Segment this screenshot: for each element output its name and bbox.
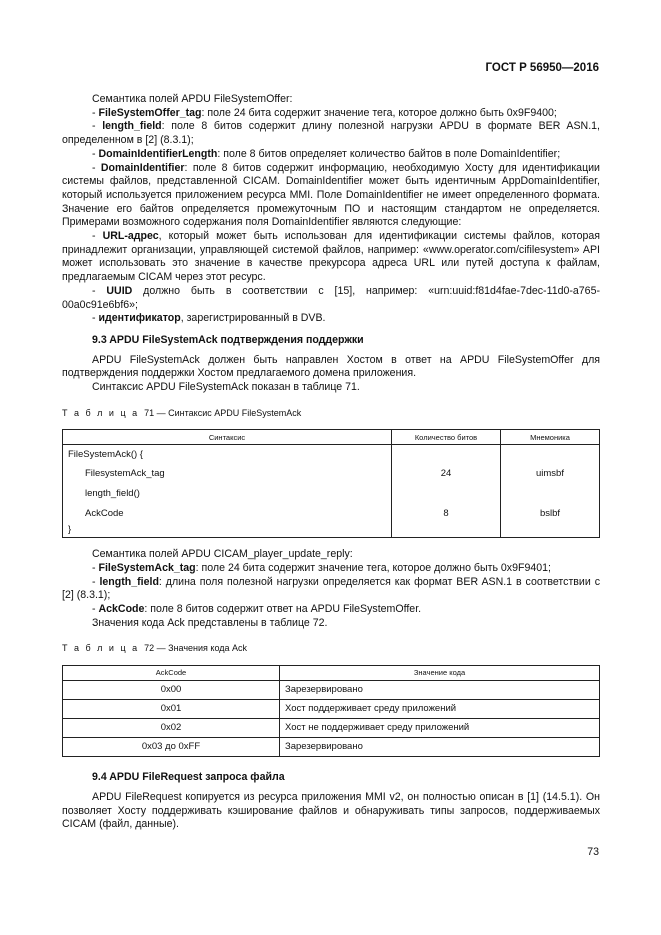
table-row xyxy=(63,445,600,464)
table-72-caption: Т а б л и ц а 72 — Значения кода Ack xyxy=(62,643,248,654)
column-header: Мнемоника xyxy=(501,430,600,445)
table-cell: 0x03 до 0xFF xyxy=(63,738,280,757)
semantics-item: - FileSystemAck_tag: поле 24 бита содержит значение тега, которое должно быть 0x9F9401; xyxy=(92,561,551,574)
table-row xyxy=(63,719,600,738)
table-cell: 0x01 xyxy=(63,700,280,719)
table-72 xyxy=(62,665,600,757)
field-name: FileSystemAck_tag xyxy=(98,561,196,574)
field-name: length_field xyxy=(102,120,162,133)
table-71 xyxy=(62,429,600,538)
paragraph: Синтаксис APDU FileSystemAck показан в таблице 71. xyxy=(92,381,360,394)
table-cell: Хост не поддерживает среду приложений xyxy=(280,719,600,738)
table-row xyxy=(63,483,600,503)
page-body xyxy=(62,93,600,832)
column-header: AckCode xyxy=(63,666,280,681)
table-cell: FilesystemAck_tag xyxy=(63,463,392,483)
semantics-item: - DomainIdentifierLength: поле 8 битов определяет количество байтов в поле DomainIdentifier; xyxy=(92,147,561,160)
field-name: FileSystemOffer_tag xyxy=(98,106,202,119)
table-cell: 24 xyxy=(392,463,501,483)
field-name: URL-адрес xyxy=(102,230,159,243)
field-description: : поле 8 битов содержит ответ на APDU FileSystemOffer. xyxy=(144,602,422,615)
semantics-item: - UUID должно быть в соответствии с [15], например: «urn:uuid:f81d4fae-7dec-11d0-a765-00a0c91e6bf6»; xyxy=(62,284,600,311)
paragraph: Значения кода Ack представлены в таблице 72. xyxy=(92,616,328,629)
field-name: length_field xyxy=(99,575,159,588)
table-cell: bslbf xyxy=(501,503,600,523)
table-row xyxy=(63,503,600,523)
table-row xyxy=(63,738,600,757)
semantics-intro: Семантика полей APDU FileSystemOffer: xyxy=(92,93,293,105)
field-description: : поле 24 бита содержит значение тега, которое должно быть 0x9F9400; xyxy=(201,106,557,119)
table-row xyxy=(63,700,600,719)
semantics-item: - URL-адрес, который может быть использован для идентификации системы файлов, которая принадлежит организации, управляющей системой файлов, например: «www.operator.com/cifilesystem» API может использовать это значение в качестве прекурсора адреса URL или путей доступа к файлам, предлагаемым CICAM через этот ресурс. xyxy=(62,230,600,284)
section-heading-9-3: 9.3 APDU FileSystemAck подтверждения поддержки xyxy=(92,333,364,346)
field-name: DomainIdentifierLength xyxy=(98,147,218,160)
column-header: Значение кода xyxy=(280,666,600,681)
table-cell: 0x00 xyxy=(63,681,280,700)
table-cell: Зарезервировано xyxy=(280,738,600,757)
table-cell: Хост поддерживает среду приложений xyxy=(280,700,600,719)
field-description: : поле 24 бита содержит значение тега, которое должно быть 0x9F9401; xyxy=(195,561,551,574)
table-cell xyxy=(501,445,600,464)
table-cell: uimsbf xyxy=(501,463,600,483)
semantics-item: - AckCode: поле 8 битов содержит ответ на APDU FileSystemOffer. xyxy=(92,602,422,615)
semantics-intro: Семантика полей APDU CICAM_player_update_reply: xyxy=(92,548,353,561)
page-number: 73 xyxy=(587,846,599,858)
column-header: Количество битов xyxy=(392,430,501,445)
table-row xyxy=(63,523,600,537)
field-description: , зарегистрированный в DVB. xyxy=(180,312,326,325)
column-header: Синтаксис xyxy=(63,430,392,445)
table-row xyxy=(63,681,600,700)
field-description: : поле 8 битов содержит длину полезной нагрузки APDU в формате BER ASN.1, определенном в [2] (8.3.1); xyxy=(62,120,600,147)
semantics-item: - DomainIdentifier: поле 8 битов содержит информацию, необходимую Хосту для идентификации системы файлов, представленной CICAM. DomainIdentifier может быть идентичным AppDomainIdentifier, который используется приложением ресурса MMI. Поле DomainIdentifier не имеет определенного формата. Значение его байтов определяется промежуточным ПО и настоящим стандартом не определяется. Примерами возможного содержания поля DomainIdentifier являются следующие: xyxy=(62,161,600,229)
table-cell: AckCode xyxy=(63,503,392,523)
semantics-item: - length_field: поле 8 битов содержит длину полезной нагрузки APDU в формате BER ASN.1, определенном в [2] (8.3.1); xyxy=(62,120,600,147)
table-71-caption: Т а б л и ц а 71 — Синтаксис APDU FileSystemAck xyxy=(62,407,302,418)
field-description: : длина поля полезной нагрузки определяется как формат BER ASN.1 в соответствии с [2] (8.3.1); xyxy=(62,575,600,602)
field-name: идентификатор xyxy=(98,312,181,325)
semantics-item: - идентификатор, зарегистрированный в DVB. xyxy=(92,312,326,325)
table-cell xyxy=(392,523,501,537)
field-name: AckCode xyxy=(98,602,145,615)
section-heading-9-4: 9.4 APDU FileRequest запроса файла xyxy=(92,771,285,784)
field-name: DomainIdentifier xyxy=(100,161,185,174)
table-cell xyxy=(392,445,501,464)
table-cell: Зарезервировано xyxy=(280,681,600,700)
field-description: должно быть в соответствии с [15], например: «urn:uuid:f81d4fae-7dec-11d0-a765-00a0c91e6bf6»; xyxy=(62,284,600,311)
table-row xyxy=(63,463,600,483)
table-cell: length_field() xyxy=(63,483,392,503)
paragraph: APDU FileSystemAck должен быть направлен Хостом в ответ на APDU FileSystemOffer для подтверждения поддержки Хостом предлагаемого домена приложения. xyxy=(62,353,600,380)
semantics-item: - length_field: длина поля полезной нагрузки определяется как формат BER ASN.1 в соответствии с [2] (8.3.1); xyxy=(62,575,600,602)
table-cell xyxy=(501,483,600,503)
semantics-item: - FileSystemOffer_tag: поле 24 бита содержит значение тега, которое должно быть 0x9F9400; xyxy=(92,106,557,119)
table-cell: } xyxy=(63,523,392,537)
field-description: : поле 8 битов содержит информацию, необходимую Хосту для идентификации системы файлов, представленной CICAM. DomainIdentifier может быть идентичным AppDomainIdentifier, который используется приложением ресурса MMI. Поле DomainIdentifier не имеет определенного формата. Значение его байтов определяется промежуточным ПО и настоящим стандартом не определяется. Примерами возможного содержания поля DomainIdentifier являются следующие: xyxy=(62,161,600,229)
table-cell xyxy=(501,523,600,537)
table-cell xyxy=(392,483,501,503)
field-description: , который может быть использован для идентификации системы файлов, которая принадлежит организации, управляющей системой файлов, например: «www.operator.com/cifilesystem» API может использовать это значение в качестве прекурсора адреса URL или путей доступа к файлам, предлагаемым CICAM через этот ресурс. xyxy=(62,230,600,284)
field-name: UUID xyxy=(106,284,133,297)
paragraph: APDU FileRequest копируется из ресурса приложения MMI v2, он полностью описан в [1] (14.5.1). Он позволяет Хосту поддерживать кэширование файлов и обнаруживать типы запросов, поддерживаемых CICAM (файл, данные). xyxy=(62,790,600,831)
table-cell: 0x02 xyxy=(63,719,280,738)
field-description: : поле 8 битов определяет количество байтов в поле DomainIdentifier; xyxy=(217,147,561,160)
table-cell: 8 xyxy=(392,503,501,523)
table-cell: FileSystemAck() { xyxy=(63,445,392,464)
document-code: ГОСТ Р 56950—2016 xyxy=(485,62,599,74)
